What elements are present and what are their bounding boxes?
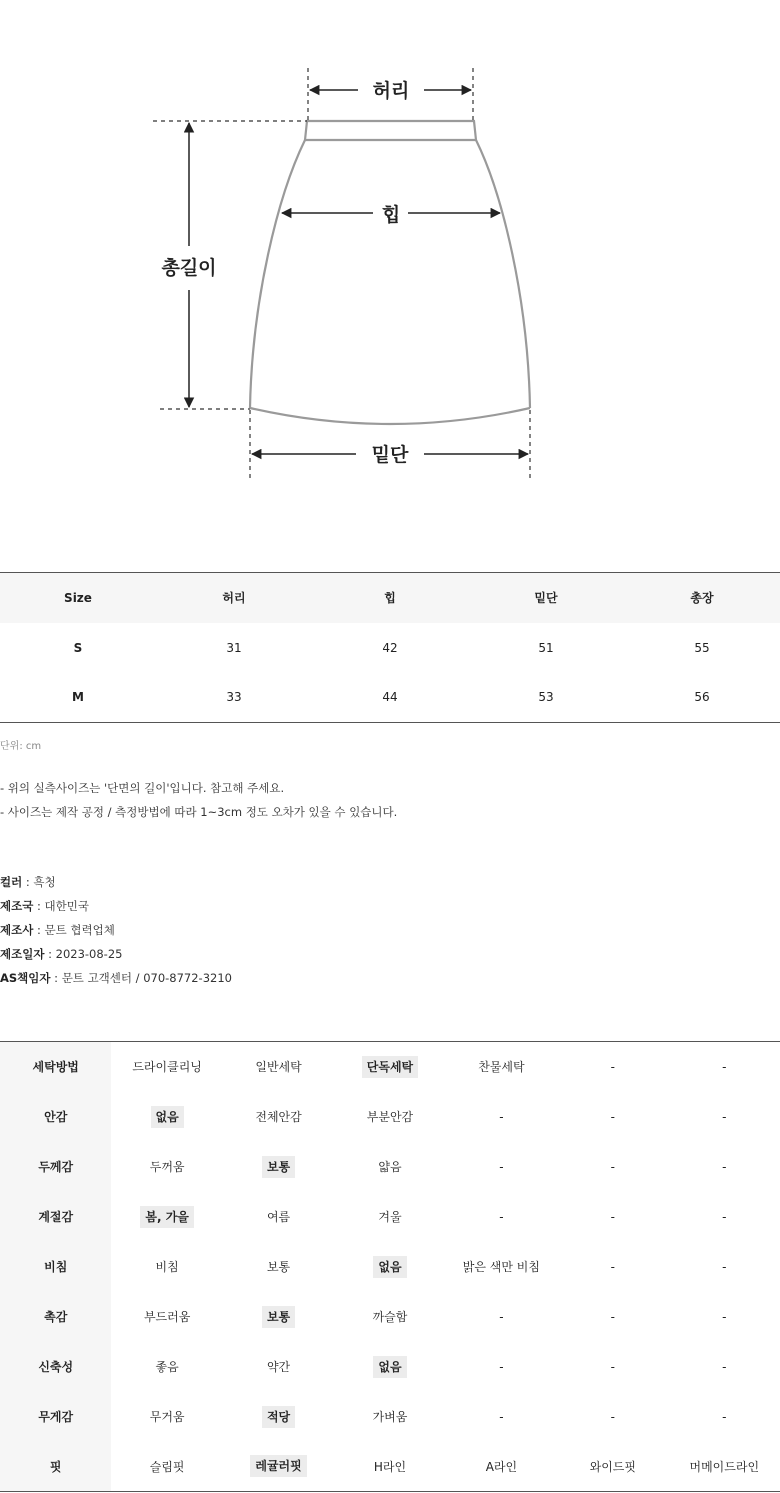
- option-label: 와이드핏: [589, 1459, 636, 1474]
- option-cell: [111, 1092, 222, 1142]
- hem-cell: 53: [538, 690, 554, 705]
- option-label: -: [610, 1059, 615, 1074]
- option-label: 드라이클리닝: [132, 1060, 202, 1075]
- option-cell: [446, 1092, 557, 1142]
- option-cell: [557, 1192, 668, 1242]
- selected-option: 없음: [151, 1106, 184, 1128]
- option-cell: [669, 1192, 780, 1242]
- option-cell: [334, 1042, 445, 1092]
- hem-cell: 51: [538, 640, 554, 655]
- row-label: 무게감: [0, 1392, 111, 1442]
- table-row: [0, 623, 780, 673]
- info-label: 제조사: [0, 923, 34, 937]
- option-cell: [111, 1292, 222, 1342]
- skirt-measurement-diagram: [0, 0, 780, 540]
- table-row: [0, 1192, 780, 1242]
- option-cell: [223, 1392, 334, 1442]
- option-cell: [111, 1142, 222, 1192]
- table-row: [0, 1242, 780, 1292]
- option-label: 슬림핏: [149, 1459, 185, 1474]
- option-label: 가벼움: [372, 1410, 408, 1424]
- row-label: 촉감: [0, 1292, 111, 1342]
- option-label: 일반세탁: [255, 1060, 302, 1075]
- row-label: 안감: [0, 1092, 111, 1142]
- info-label: 제조국: [0, 899, 34, 913]
- option-label: A라인: [485, 1459, 518, 1474]
- option-label: 부드러움: [143, 1310, 191, 1324]
- hip-cell: 42: [382, 640, 398, 655]
- option-label: -: [610, 1259, 615, 1274]
- option-label: 겨울: [378, 1210, 402, 1224]
- option-cell: [669, 1342, 780, 1392]
- option-label: -: [499, 1359, 504, 1374]
- option-label: 여름: [266, 1210, 291, 1224]
- option-cell: [223, 1142, 334, 1192]
- option-label: -: [499, 1109, 504, 1124]
- option-label: -: [722, 1209, 727, 1224]
- option-label: -: [499, 1159, 504, 1174]
- option-label: 머메이드라인: [689, 1459, 760, 1474]
- option-label: 얇음: [378, 1160, 402, 1174]
- option-label: -: [610, 1209, 615, 1224]
- total-length-cell: 56: [694, 690, 710, 705]
- size-table-header: [0, 573, 780, 623]
- option-cell: [111, 1392, 222, 1442]
- table-row: [0, 1092, 780, 1142]
- option-cell: [334, 1442, 445, 1492]
- option-cell: [223, 1192, 334, 1242]
- option-label: 두꺼움: [149, 1160, 185, 1174]
- row-label: 두께감: [0, 1142, 111, 1192]
- selected-option: 없음: [373, 1256, 406, 1278]
- info-row-color: [0, 870, 232, 894]
- info-value: : 흑청: [22, 875, 56, 889]
- option-cell: [557, 1092, 668, 1142]
- option-cell: [446, 1392, 557, 1442]
- option-cell: [446, 1142, 557, 1192]
- option-cell: [334, 1192, 445, 1242]
- option-cell: [111, 1042, 222, 1092]
- selected-option: 없음: [373, 1356, 406, 1378]
- option-cell: [669, 1042, 780, 1092]
- option-label: -: [610, 1359, 615, 1374]
- option-cell: [223, 1442, 334, 1492]
- table-row: [0, 1292, 780, 1342]
- option-cell: [334, 1242, 445, 1292]
- option-cell: [446, 1042, 557, 1092]
- option-label: -: [722, 1309, 727, 1324]
- waist-label: 허리: [372, 80, 410, 102]
- size-cell: S: [73, 640, 83, 655]
- option-cell: [446, 1192, 557, 1242]
- hem-label: 밑단: [371, 444, 409, 466]
- option-label: -: [722, 1109, 727, 1124]
- table-row: [0, 1342, 780, 1392]
- info-label: AS책임자: [0, 971, 51, 985]
- table-row: [0, 1442, 780, 1492]
- option-cell: [111, 1242, 222, 1292]
- header-total-length: 총장: [690, 591, 714, 606]
- option-cell: [669, 1142, 780, 1192]
- option-cell: [557, 1392, 668, 1442]
- option-label: -: [722, 1359, 727, 1374]
- hip-label: 힙: [381, 204, 401, 226]
- note-line: - 위의 실측사이즈는 '단면의 길이'입니다. 참고해 주세요.: [0, 781, 285, 795]
- row-label: 핏: [0, 1442, 111, 1492]
- option-label: 찬물세탁: [478, 1060, 525, 1075]
- option-label: -: [722, 1159, 727, 1174]
- option-label: -: [499, 1209, 504, 1224]
- option-label: -: [610, 1409, 615, 1424]
- option-cell: [446, 1242, 557, 1292]
- option-label: -: [610, 1109, 615, 1124]
- option-cell: [446, 1442, 557, 1492]
- size-cell: M: [72, 690, 84, 705]
- option-cell: [111, 1342, 222, 1392]
- option-cell: [334, 1342, 445, 1392]
- option-label: -: [499, 1409, 504, 1424]
- selected-option: 적당: [262, 1406, 295, 1428]
- option-cell: [669, 1092, 780, 1142]
- option-cell: [111, 1192, 222, 1242]
- row-label: 계절감: [0, 1192, 111, 1242]
- waist-cell: 33: [226, 690, 242, 705]
- length-label: 총길이: [161, 257, 217, 279]
- option-cell: [111, 1442, 222, 1492]
- row-label: 세탁방법: [0, 1042, 111, 1092]
- option-cell: [557, 1042, 668, 1092]
- option-label: -: [722, 1409, 727, 1424]
- info-row-manufacturer: [0, 918, 232, 942]
- option-label: 부분안감: [366, 1110, 414, 1124]
- info-value: : 대한민국: [33, 899, 89, 913]
- option-label: H라인: [373, 1459, 407, 1474]
- row-label: 신축성: [0, 1342, 111, 1392]
- option-label: -: [610, 1159, 615, 1174]
- product-characteristics-table: [0, 1041, 780, 1492]
- option-cell: [334, 1392, 445, 1442]
- info-row-as: [0, 966, 232, 990]
- option-cell: [446, 1342, 557, 1392]
- option-cell: [223, 1292, 334, 1342]
- selected-option: 레귤러핏: [250, 1455, 306, 1477]
- option-label: -: [722, 1059, 727, 1074]
- note-line: - 사이즈는 제작 공정 / 측정방법에 따라 1~3cm 정도 오차가 있을 수 있습니다.: [0, 805, 398, 819]
- total-length-cell: 55: [694, 640, 710, 655]
- option-cell: [223, 1242, 334, 1292]
- option-label: -: [610, 1309, 615, 1324]
- header-hem: 밑단: [534, 591, 558, 606]
- option-cell: [334, 1092, 445, 1142]
- selected-option: 보통: [262, 1306, 295, 1328]
- option-cell: [446, 1292, 557, 1342]
- option-label: -: [499, 1309, 504, 1324]
- waist-cell: 31: [226, 640, 242, 655]
- selected-option: 보통: [262, 1156, 295, 1178]
- header-hip: 힙: [384, 591, 396, 606]
- hip-cell: 44: [382, 690, 398, 705]
- option-label: 비침: [155, 1260, 179, 1274]
- table-row: [0, 1042, 780, 1092]
- product-info: [0, 870, 232, 990]
- info-value: : 문트 협력업체: [33, 923, 115, 937]
- info-label: 컬러: [0, 875, 23, 889]
- option-label: 좋음: [155, 1360, 179, 1374]
- option-cell: [669, 1242, 780, 1292]
- measurement-notes: [0, 776, 397, 824]
- option-cell: [223, 1342, 334, 1392]
- option-cell: [669, 1442, 780, 1492]
- option-cell: [557, 1442, 668, 1492]
- option-cell: [557, 1342, 668, 1392]
- size-table: [0, 572, 780, 723]
- option-label: -: [722, 1259, 727, 1274]
- option-cell: [557, 1242, 668, 1292]
- option-label: 까슬함: [372, 1310, 408, 1324]
- info-value: : 2023-08-25: [44, 947, 123, 961]
- option-cell: [557, 1142, 668, 1192]
- option-cell: [669, 1292, 780, 1342]
- header-size: Size: [64, 590, 92, 605]
- option-label: 약간: [266, 1360, 291, 1374]
- option-label: 전체안감: [255, 1110, 302, 1124]
- option-label: 무거움: [149, 1410, 185, 1424]
- header-waist: 허리: [222, 591, 246, 606]
- info-row-country: [0, 894, 232, 918]
- option-cell: [223, 1042, 334, 1092]
- selected-option: 단독세탁: [362, 1056, 418, 1078]
- info-value: : 문트 고객센터 / 070-8772-3210: [50, 971, 232, 985]
- table-row: [0, 673, 780, 723]
- info-row-date: [0, 942, 232, 966]
- table-row: [0, 1392, 780, 1442]
- info-label: 제조일자: [0, 947, 45, 961]
- option-cell: [223, 1092, 334, 1142]
- row-label: 비침: [0, 1242, 111, 1292]
- option-label: 보통: [266, 1260, 291, 1274]
- option-label: 밝은 색만 비침: [462, 1260, 540, 1274]
- table-row: [0, 1142, 780, 1192]
- option-cell: [334, 1142, 445, 1192]
- option-cell: [334, 1292, 445, 1342]
- skirt-outline: [250, 121, 530, 424]
- option-cell: [557, 1292, 668, 1342]
- selected-option: 봄, 가을: [140, 1206, 194, 1228]
- unit-note: 단위: cm: [0, 741, 42, 752]
- option-cell: [669, 1392, 780, 1442]
